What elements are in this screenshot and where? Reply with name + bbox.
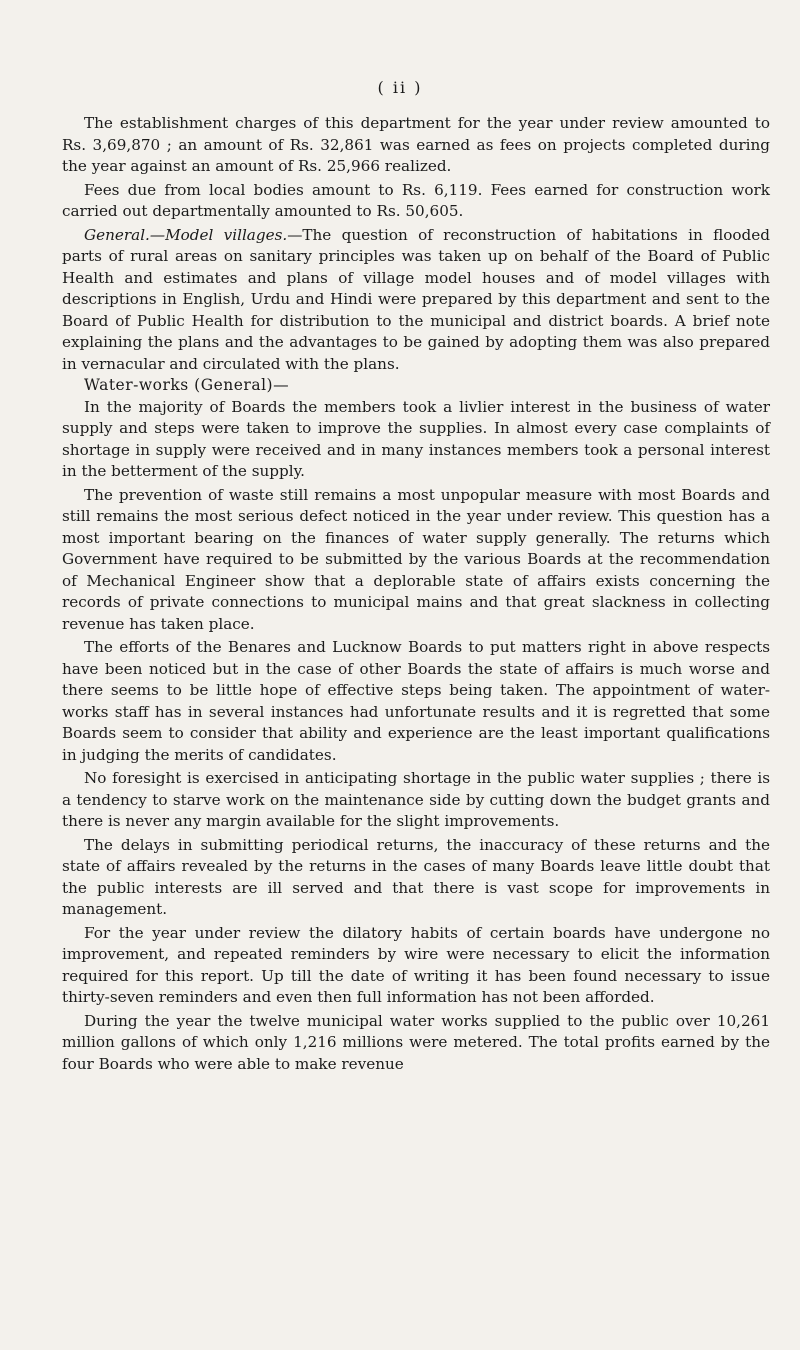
paragraph-model-villages-body: —The question of reconstruction of habitations in flooded parts of rural areas on sanitary principles was taken up on behalf of the Board of Public Health and estimates and plans of village model houses and of model villages with descriptions in English, Urdu and Hindi were prepared by this department and sent to the Board of Public Health for distribution to the municipal and district boards. A brief note explaining the plans and the advantages to be gained by adopting them was also prepared in vernacular and circulated with the plans. — [62, 225, 770, 373]
body-text — [62, 113, 770, 1075]
paragraph-waste-prevention: The prevention of waste still remains a most unpopular measure with most Boards and still remains the most serious defect noticed in the year under review. This question has a most important bearing on the finances of water supply generally. The returns which Government have required to be submitted by the various Boards at the recommendation of Mechanical Engineer show that a deplorable state of affairs exists concerning the records of private connections to municipal mains and that great slackness in collecting revenue has taken place. — [62, 485, 770, 633]
paragraph-dilatory-habits: For the year under review the dilatory habits of certain boards have undergone no improvement, and repeated reminders by wire were necessary to elicit the information required for this report. Up till the date of writing it has been found necessary to issue thirty-seven reminders and even then full information has not been afforded. — [62, 923, 770, 1006]
paragraph-establishment-charges: The establishment charges of this department for the year under review amounted to Rs. 3,69,870 ; an amount of Rs. 32,861 was earned as fees on projects completed during the year against an amount of Rs. 25,966 realized. — [62, 114, 770, 175]
paragraph-delays: The delays in submitting periodical returns, the inaccuracy of these returns and the state of affairs revealed by the returns in the cases of many Boards leave little doubt that the public interests are ill served and that there is vast scope for improvements in management. — [62, 835, 770, 918]
paragraph-interest: In the majority of Boards the members took a livlier interest in the business of water supply and steps were taken to improve the supplies. In almost every case complaints of shortage in supply were received and in many instances members took a personal interest in the betterment of the supply. — [62, 397, 770, 480]
section-heading-water-works: Water-works (General)— — [84, 376, 290, 394]
paragraph-water-supplied: During the year the twelve municipal water works supplied to the public over 10,261 million gallons of which only 1,216 millions were metered. The total profits earned by the four Boards who were able to make revenue — [62, 1011, 770, 1073]
paragraph-benares-lucknow: The efforts of the Benares and Lucknow Boards to put matters right in above respects have been noticed but in the case of other Boards the state of affairs is much worse and there seems to be little hope of effective steps being taken. The appointment of water-works staff has in several instances had unfortunate results and it is regretted that some Boards seem to consider that ability and experience are the least important qualifications in judging the merits of candidates. — [62, 638, 770, 764]
paragraph-foresight: No foresight is exercised in anticipating shortage in the public water supplies ; there is a tendency to starve work on the maintenance side by cutting down the budget grants and there is never any margin available for the slight improvements. — [62, 769, 770, 830]
paragraph-fees: Fees due from local bodies amount to Rs. 6,119. Fees earned for construction work carried out departmentally amounted to Rs. 50,605. — [62, 180, 770, 220]
run-in-heading-model-villages: General.—Model villages. — [84, 225, 288, 244]
paragraph-model-villages — [62, 225, 770, 376]
page-number: ( ii ) — [377, 78, 423, 97]
